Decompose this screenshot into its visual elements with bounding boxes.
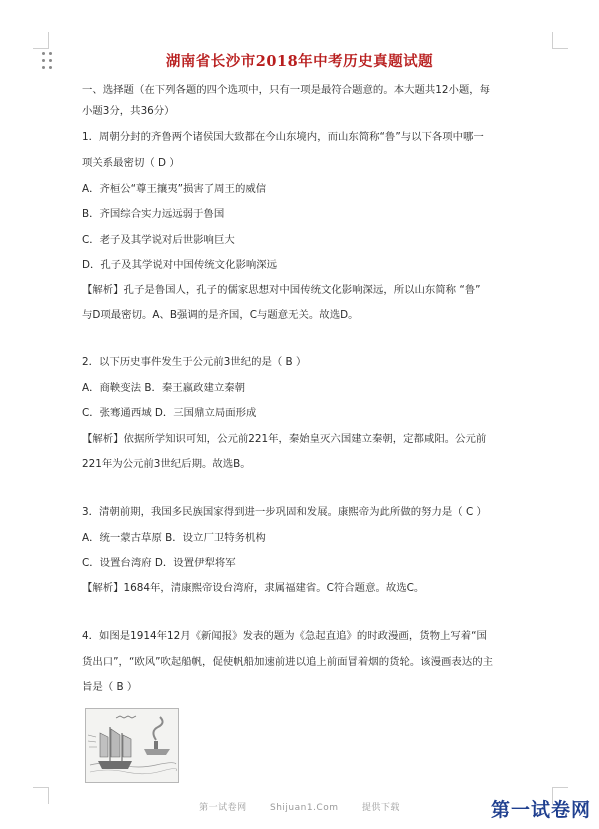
section-heading-cont: 小题3分，共36分）	[82, 105, 175, 117]
question-3-stem: 3．清朝前期，我国多民族国家得到进一步巩固和发展。康熙帝为此所做的努力是（ C ）	[82, 506, 487, 518]
question-2-options-ab: A．商鞅变法 B．秦王嬴政建立秦朝	[82, 382, 246, 394]
question-1-stem: 1．周朝分封的齐鲁两个诸侯国大致都在今山东境内，而山东简称“鲁”与以下各项中哪一	[82, 131, 484, 143]
question-1-option-b: B．齐国综合实力远远弱于鲁国	[82, 208, 225, 220]
crop-mark	[48, 32, 49, 49]
footer-site-url: Shijuan1.Com	[270, 803, 339, 813]
question-2-stem: 2．以下历史事件发生于公元前3世纪的是（ B ）	[82, 356, 307, 368]
question-4-stem-cont: 货出口”，“欧风”吹起船帆，促使帆船加速前进以追上前面冒着烟的货轮。该漫画表达的主	[82, 656, 493, 668]
question-1-analysis-cont: 与D项最密切。A、B强调的是齐国，C与题意无关。故选D。	[82, 309, 359, 321]
crop-mark	[552, 48, 568, 49]
question-1-option-a: A．齐桓公“尊王攘夷”损害了周王的威信	[82, 183, 267, 195]
question-2-analysis-cont: 221年为公元前3世纪后期。故选B。	[82, 458, 251, 470]
question-1-option-d: D．孔子及其学说对中国传统文化影响深远	[82, 259, 278, 271]
footer-site-name: 第一试卷网	[199, 803, 247, 813]
question-4-stem: 4．如图是1914年12月《新闻报》发表的题为《急起直追》的时政漫画，货物上写着“国	[82, 630, 487, 642]
crop-mark	[33, 48, 49, 49]
political-cartoon-image	[85, 708, 179, 783]
crop-mark	[552, 32, 553, 49]
question-4-stem-end: 旨是（ B ）	[82, 681, 138, 693]
question-1-analysis: 【解析】孔子是鲁国人，孔子的儒家思想对中国传统文化影响深远，所以山东简称 “鲁”	[82, 284, 481, 296]
crop-mark	[552, 787, 568, 788]
question-2-analysis: 【解析】依据所学知识可知，公元前221年，秦始皇灭六国建立秦朝，定都咸阳。公元前	[82, 433, 487, 445]
brand-watermark-logo: 第一试卷网	[490, 799, 591, 821]
document-title: 湖南省长沙市2018年中考历史真题试题	[165, 53, 434, 70]
section-heading: 一、选择题（在下列各题的四个选项中，只有一项是最符合题意的。本大题共12小题，每	[82, 84, 491, 96]
question-1-stem-cont: 项关系最密切（ D ）	[82, 157, 180, 169]
crop-mark	[33, 787, 49, 788]
question-2-options-cd: C．张骞通西域 D．三国鼎立局面形成	[82, 407, 257, 419]
question-3-options-ab: A．统一蒙古草原 B．设立厂卫特务机构	[82, 532, 266, 544]
question-1-option-c: C．老子及其学说对后世影响巨大	[82, 234, 235, 246]
question-3-analysis: 【解析】1684年，清康熙帝设台湾府，隶属福建省。C符合题意。故选C。	[82, 582, 425, 594]
footer-download-note: 提供下载	[361, 803, 400, 813]
question-3-options-cd: C．设置台湾府 D．设置伊犁将军	[82, 557, 236, 569]
